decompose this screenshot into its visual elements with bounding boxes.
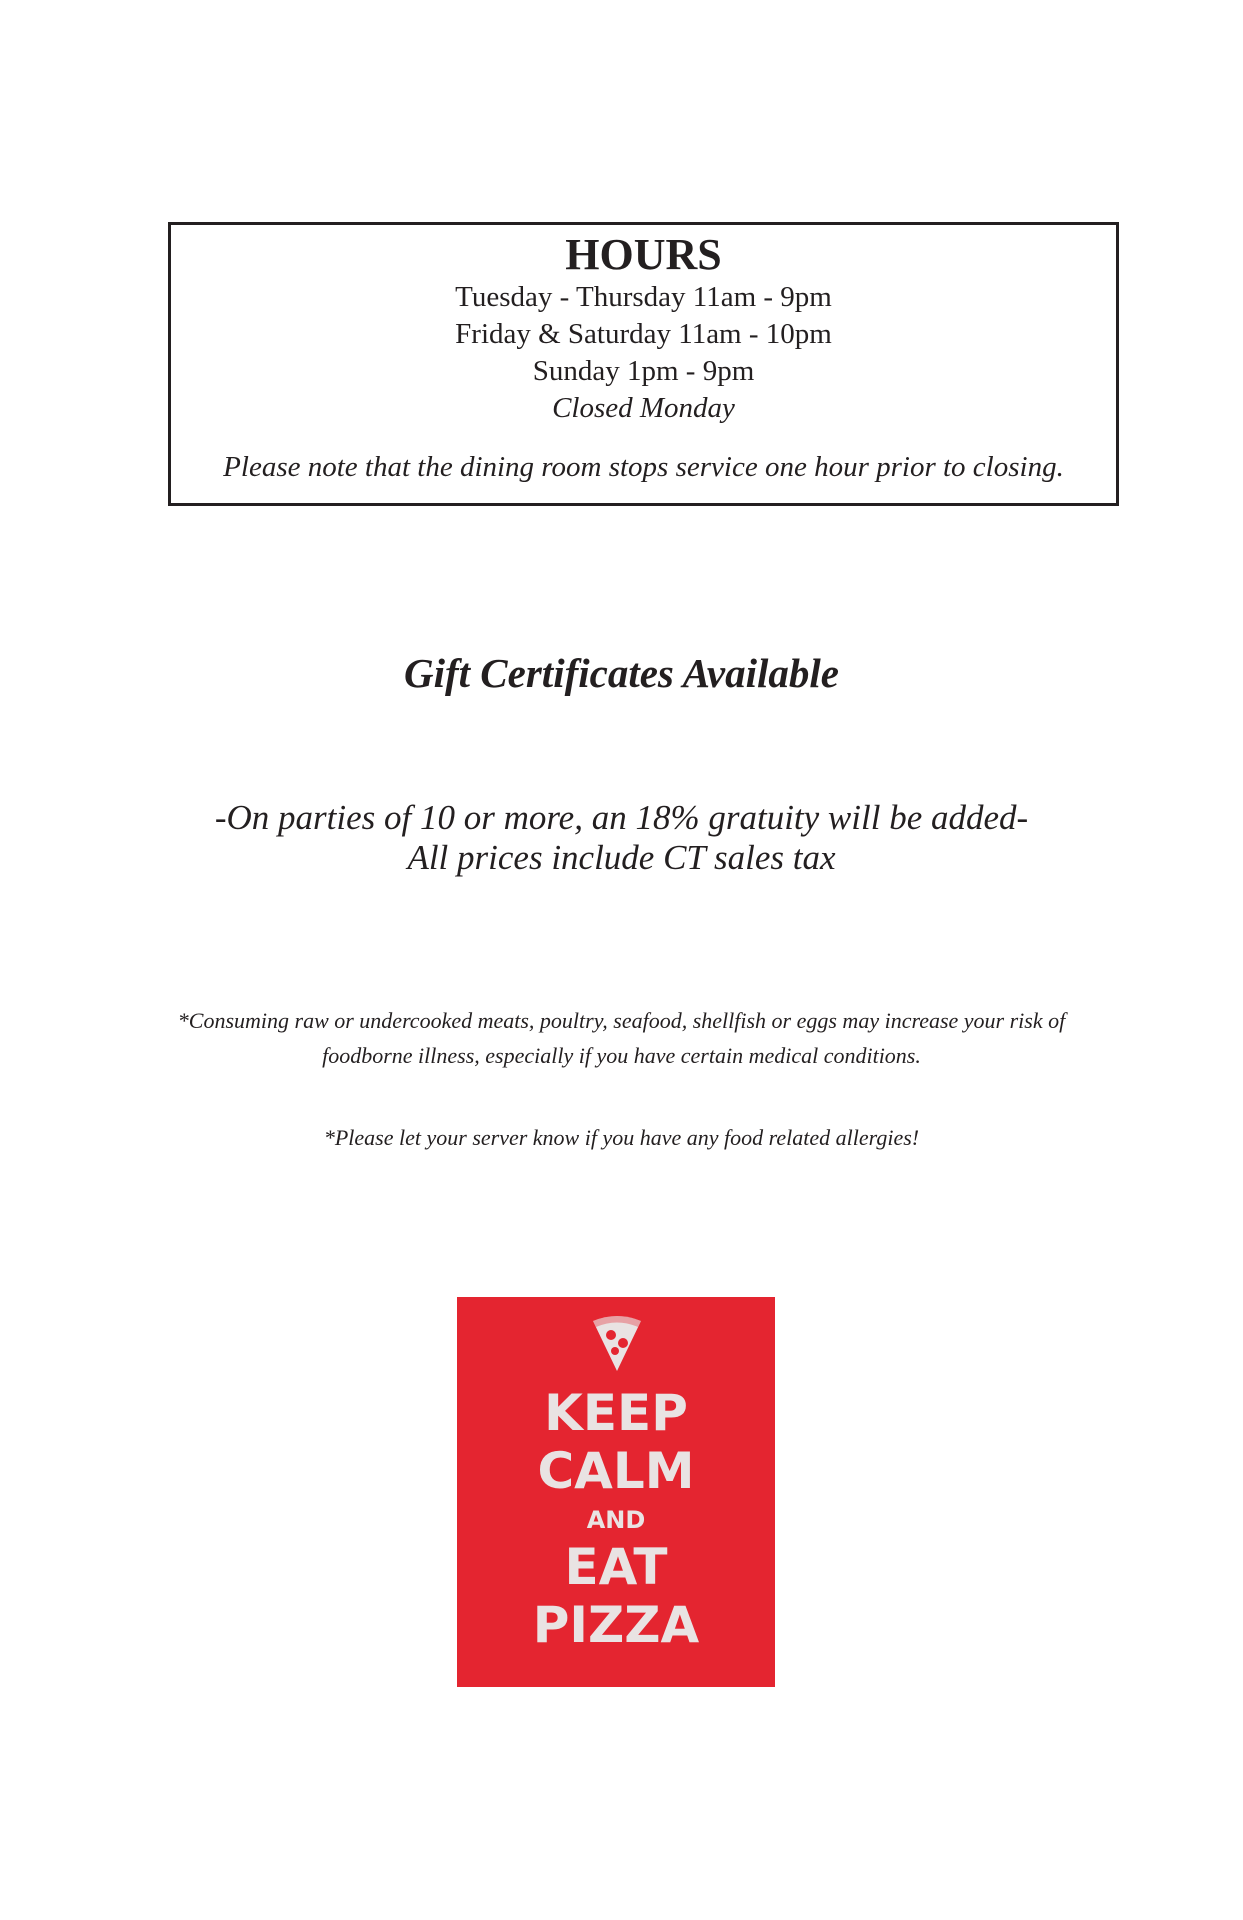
food-warning-line-1: *Consuming raw or undercooked meats, poultry, seafood, shellfish or eggs may increase your risk of xyxy=(177,1008,1066,1033)
hours-closed: Closed Monday xyxy=(552,392,735,424)
gratuity-notice xyxy=(0,798,1243,878)
hours-note: Please note that the dining room stops service one hour prior to closing. xyxy=(223,451,1064,483)
sales-tax-line: All prices include CT sales tax xyxy=(407,838,836,877)
hours-line-weekday: Tuesday - Thursday 11am - 9pm xyxy=(455,281,832,313)
poster-line-calm: CALM xyxy=(537,1442,695,1500)
allergy-notice: *Please let your server know if you have any food related allergies! xyxy=(323,1125,920,1150)
poster-line-keep: KEEP xyxy=(544,1384,688,1442)
pizza-slice-icon xyxy=(589,1313,645,1373)
hours-line-sunday: Sunday 1pm - 9pm xyxy=(532,355,755,387)
keep-calm-poster xyxy=(457,1297,775,1687)
gift-certificates-heading: Gift Certificates Available xyxy=(404,650,839,696)
poster-line-eat: EAT xyxy=(564,1538,668,1596)
poster-line-and: AND xyxy=(586,1506,646,1534)
hours-title: HOURS xyxy=(565,230,722,279)
hours-line-weekend: Friday & Saturday 11am - 10pm xyxy=(455,318,832,350)
hours-box xyxy=(168,222,1119,506)
food-warning xyxy=(0,1003,1243,1073)
poster-line-pizza: PIZZA xyxy=(532,1596,700,1654)
food-warning-line-2: foodborne illness, especially if you have certain medical conditions. xyxy=(322,1043,921,1068)
gratuity-line: -On parties of 10 or more, an 18% gratuity will be added- xyxy=(214,798,1029,837)
